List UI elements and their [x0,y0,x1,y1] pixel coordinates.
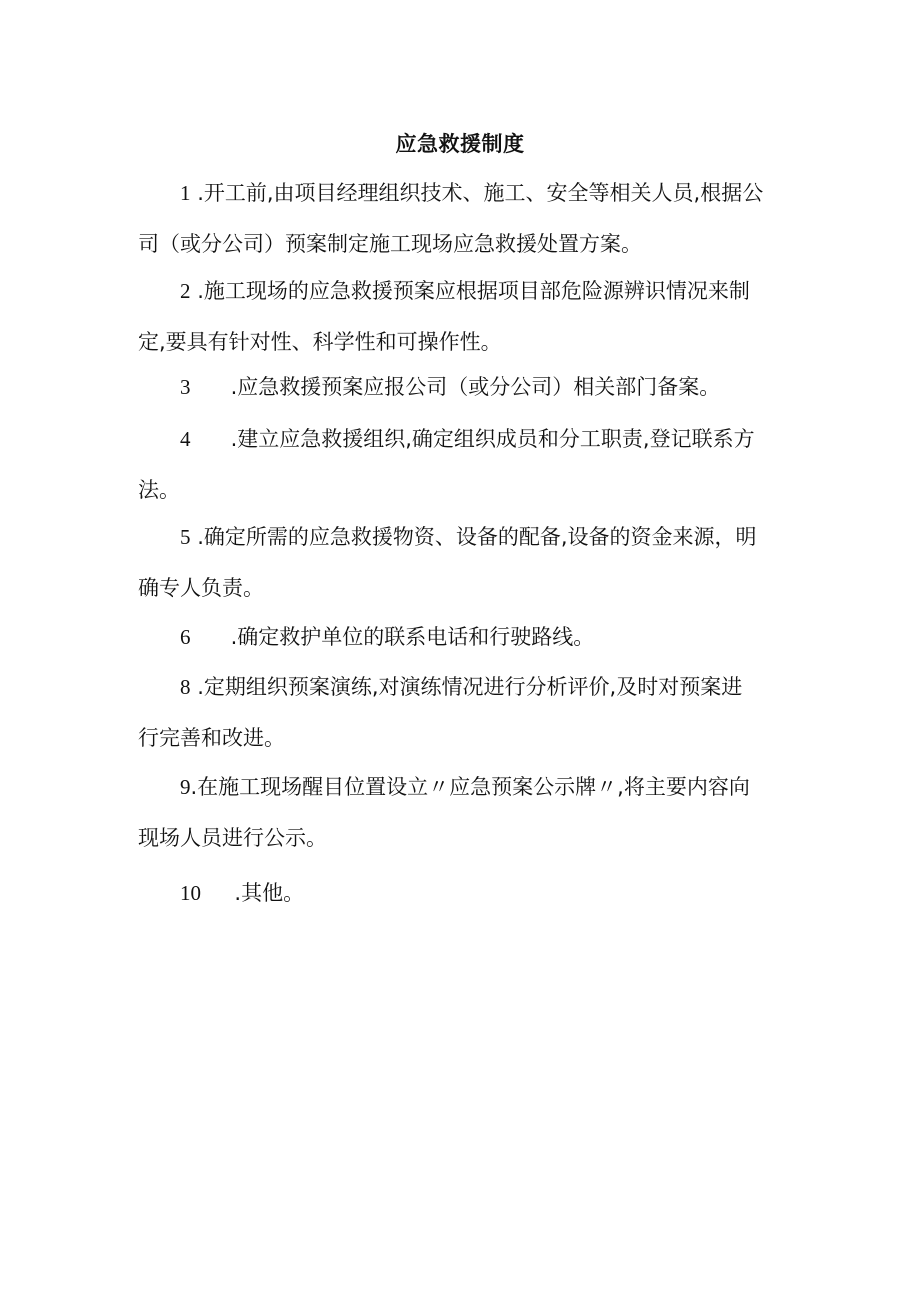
item-number: 6 [180,625,191,649]
paragraph-text: 行完善和改进。 [138,726,285,750]
item-number: 1 [180,181,191,205]
paragraph-text: .定期组织预案演练,对演练情况进行分析评价,及时对预案进 [197,675,743,699]
paragraph-text: 确专人负责。 [138,576,264,600]
paragraph-text: 法。 [138,478,180,502]
item-number: 4 [180,427,191,451]
item-number: 5 [180,525,191,549]
paragraph-text: .施工现场的应急救援预案应根据项目部危险源辨识情况来制 [197,279,750,303]
paragraph-text: 现场人员进行公示。 [138,826,327,850]
paragraph-text: 定,要具有针对性、科学性和可操作性。 [138,330,502,354]
paragraph-text: .确定所需的应急救援物资、设备的配备,设备的资金来源，明 [197,525,757,549]
document-title: 应急救援制度 [395,132,525,156]
paragraph-1 [138,168,788,270]
paragraph-text: .确定救护单位的联系电话和行驶路线。 [230,625,595,649]
paragraph-text: .在施工现场醒目位置设立〃应急预案公示牌〃,将主要内容向 [190,775,750,799]
item-number: 10 [180,881,201,905]
item-number: 3 [180,375,191,399]
paragraph-text: 司（或分公司）预案制定施工现场应急救援处置方案。 [138,232,642,256]
paragraph-3 [138,362,788,413]
paragraph-text: .建立应急救援组织,确定组织成员和分工职责,登记联系方 [230,427,755,451]
paragraph-9 [138,762,788,864]
paragraph-text: .应急救援预案应报公司（或分公司）相关部门备案。 [230,375,721,399]
item-number: 9 [180,775,191,799]
paragraph-text: .其他。 [234,881,305,905]
paragraph-8 [138,662,788,764]
paragraph-4 [138,414,788,516]
item-number: 2 [180,279,191,303]
paragraph-5 [138,512,788,614]
paragraph-2 [138,266,788,368]
paragraph-6 [138,612,788,663]
paragraph-10 [138,868,788,919]
item-number: 8 [180,675,191,699]
paragraph-text: .开工前,由项目经理组织技术、施工、安全等相关人员,根据公 [197,181,764,205]
